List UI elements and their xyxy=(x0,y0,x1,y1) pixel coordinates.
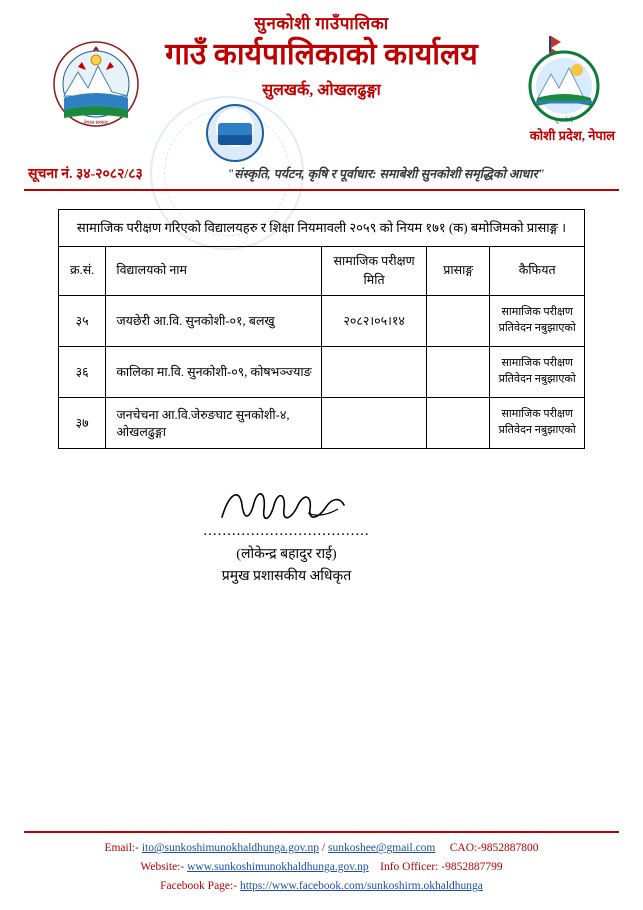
cell-sn: ३५ xyxy=(59,295,106,346)
table-header-row xyxy=(59,247,585,296)
municipality-logo-icon xyxy=(525,34,603,126)
round-seal-icon xyxy=(206,104,264,162)
cell-school: कालिका मा.वि. सुनकोशी-०९, कोषभञ्ज्याङ xyxy=(106,346,322,397)
column-header-remark: कैफियत xyxy=(490,247,585,296)
header-divider xyxy=(24,189,619,191)
cell-school: जनचेचना आ.वि.जेरुङघाट सुनकोशी-४, ओखलढुङ्गा xyxy=(106,397,322,448)
office-address: सुलखर्क, ओखलढुङ्गा xyxy=(262,81,381,99)
cell-school: जयछेरी आ.वि. सुनकोशी-०१, बलखु xyxy=(106,295,322,346)
footer-line-website xyxy=(0,858,643,877)
website-label: Website:- xyxy=(140,861,185,874)
footer-line-facebook xyxy=(0,877,643,896)
cell-pra xyxy=(427,346,490,397)
signature-block xyxy=(0,483,643,585)
email-link-1[interactable]: ito@sunkoshimunokhaldhunga.gov.np xyxy=(141,842,320,855)
facebook-label: Facebook Page:- xyxy=(160,880,238,893)
table-row xyxy=(59,346,585,397)
facebook-link[interactable]: https://www.facebook.com/sunkoshirm.okhaldhunga xyxy=(239,880,483,893)
document-footer xyxy=(0,831,643,896)
province-name: कोशी प्रदेश, नेपाल xyxy=(529,128,615,143)
email-label: Email:- xyxy=(104,842,139,855)
office-name: गाउँ कार्यपालिकाको कार्यालय xyxy=(165,38,478,72)
cell-sn: ३७ xyxy=(59,397,106,448)
remark-text: सामाजिक परीक्षण प्रतिवेदन नबुझाएको xyxy=(498,356,576,385)
table-title: सामाजिक परीक्षण गरिएको विद्यालयहरु र शिक्षा नियमावली २०५९ को नियम १७१ (क) बमोजिमको प्रासाङ्ग । xyxy=(59,210,585,247)
cell-date xyxy=(322,346,427,397)
signatory-post: प्रमुख प्रशासकीय अधिकृत xyxy=(221,568,352,584)
nepal-emblem-icon xyxy=(52,40,140,128)
svg-text:सुनकोशी: सुनकोशी xyxy=(554,118,574,124)
cao-phone: CAO:-9852887800 xyxy=(449,842,539,855)
svg-text:नेपाल सरकार: नेपाल सरकार xyxy=(83,121,109,126)
cell-date xyxy=(322,397,427,448)
column-header-sn: क्र.सं. xyxy=(59,247,106,296)
signature-dotted-line: ................................... xyxy=(203,522,370,539)
table-row xyxy=(59,295,585,346)
notice-row xyxy=(0,164,643,183)
footer-line-email xyxy=(0,839,643,858)
cell-remark xyxy=(490,295,585,346)
municipality-name: सुनकोशी गाउँपालिका xyxy=(254,14,389,33)
column-header-school: विद्यालयको नाम xyxy=(106,247,322,296)
cell-remark xyxy=(490,397,585,448)
cell-pra xyxy=(427,295,490,346)
document-header xyxy=(0,0,643,160)
website-link[interactable]: www.sunkoshimunokhaldhunga.gov.np xyxy=(187,861,369,874)
email-link-2[interactable]: sunkoshee@gmail.com xyxy=(328,842,436,855)
email-separator: / xyxy=(321,842,326,855)
school-audit-table-wrapper xyxy=(58,209,585,449)
column-header-date: सामाजिक परीक्षण मिति xyxy=(322,247,427,296)
cell-pra xyxy=(427,397,490,448)
remark-text: सामाजिक परीक्षण प्रतिवेदन नबुझाएको xyxy=(498,305,576,334)
column-header-pra: प्रासाङ्ग xyxy=(427,247,490,296)
cell-date: २०८२।०५।१४ xyxy=(322,295,427,346)
footer-divider xyxy=(24,831,619,833)
table-title-row xyxy=(59,210,585,247)
cell-sn: ३६ xyxy=(59,346,106,397)
remark-text: सामाजिक परीक्षण प्रतिवेदन नबुझाएको xyxy=(498,407,576,436)
school-audit-table xyxy=(58,209,585,449)
signature-icon xyxy=(212,483,362,529)
table-row xyxy=(59,397,585,448)
office-slogan: "संस्कृति, पर्यटन, कृषि र पूर्वाधार: समाबेशी सुनकोशी समृद्धिको आधार" xyxy=(227,167,545,181)
notice-number: सूचना नं. ३४-२०८२/८३ xyxy=(28,167,143,182)
signatory-name: (लोकेन्द्र बहादुर राई) xyxy=(236,546,337,562)
cell-remark xyxy=(490,346,585,397)
info-officer-phone: Info Officer: -9852887799 xyxy=(380,861,503,874)
